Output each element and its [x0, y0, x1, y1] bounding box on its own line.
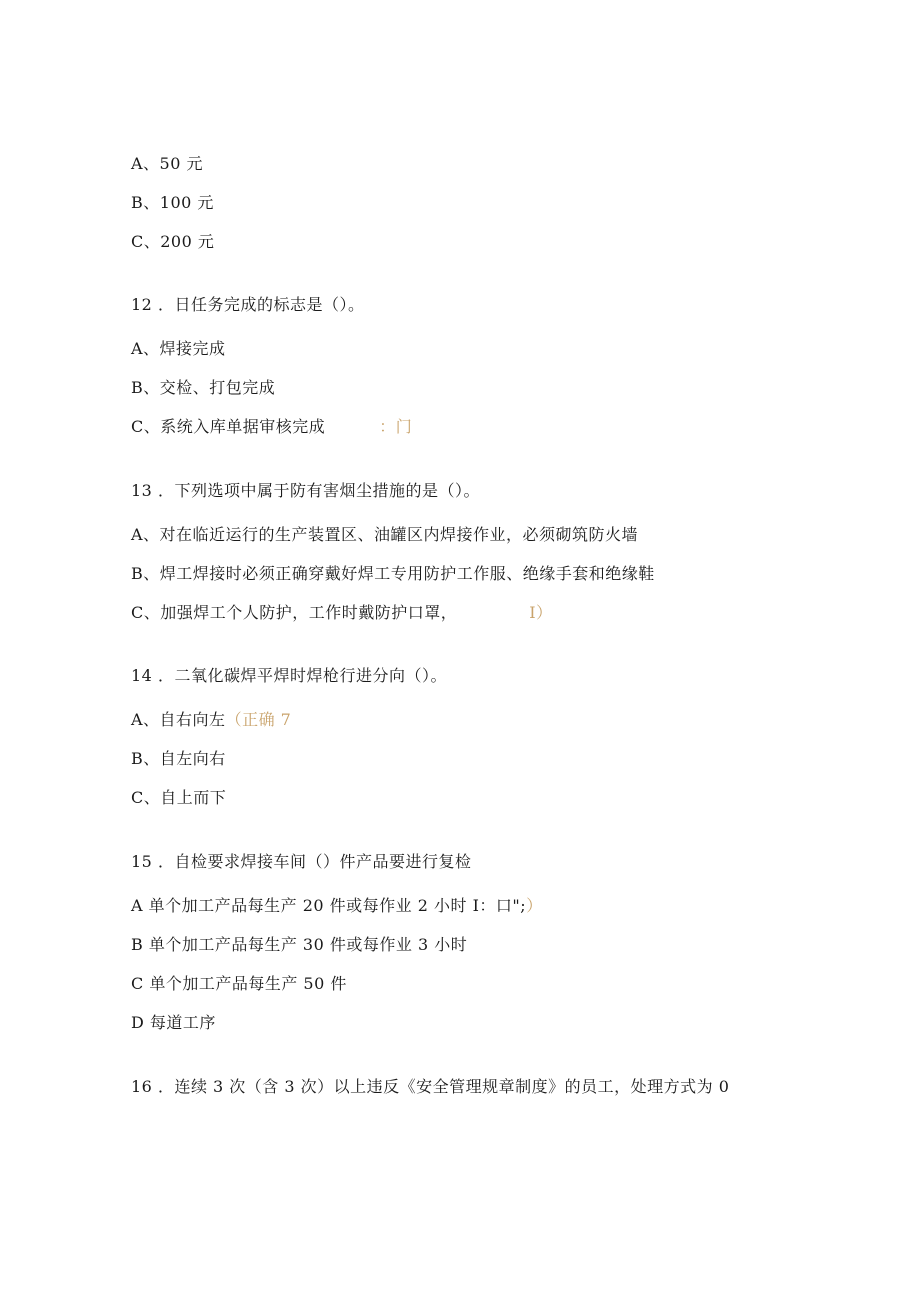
answer-mark: ） [526, 896, 543, 915]
option-text: C 单个加工产品每生产 50 件 [131, 974, 347, 993]
q15-option-b [131, 934, 467, 956]
question-16 [131, 1076, 729, 1098]
question-text: 12 ．日任务完成的标志是（）。 [131, 295, 365, 314]
q14-option-c [131, 787, 226, 809]
q13-option-c [131, 602, 553, 624]
option-text: C、自上而下 [131, 788, 227, 807]
answer-mark: （正确 7 [225, 710, 292, 729]
option-text: A 单个加工产品每生产 20 件或每作业 2 小时 I：口"; [131, 896, 527, 915]
option-text: A、焊接完成 [131, 339, 226, 358]
answer-mark: I） [529, 603, 553, 622]
option-text: A、50 元 [131, 154, 204, 173]
q12-option-c [131, 416, 412, 438]
q14-option-a [131, 709, 291, 731]
answer-mark: ：门 [379, 417, 413, 436]
question-text: 13 ．下列选项中属于防有害烟尘措施的是（）。 [131, 481, 480, 500]
option-text: B、自左向右 [131, 749, 226, 768]
option-text: C、200 元 [131, 232, 215, 251]
q15-option-c [131, 973, 347, 995]
option-text: A、自右向左 [131, 710, 226, 729]
option-text: C、加强焊工个人防护，工作时戴防护口罩， [131, 603, 458, 622]
option-text: B、焊工焊接时必须正确穿戴好焊工专用防护工作服、绝缘手套和绝缘鞋 [131, 564, 655, 583]
question-14 [131, 665, 447, 687]
q12-option-b [131, 377, 275, 399]
q15-option-a [131, 895, 543, 917]
q14-option-b [131, 748, 226, 770]
option-text: D 每道工序 [131, 1013, 216, 1032]
q13-option-b [131, 563, 655, 585]
q15-option-d [131, 1012, 216, 1034]
option-text: C、系统入库单据审核完成 [131, 417, 326, 436]
question-text: 16 ．连续 3 次（含 3 次）以上违反《安全管理规章制度》的员工，处理方式为 0 [131, 1077, 730, 1096]
q13-option-a [131, 524, 638, 546]
option-a-50-yuan [131, 153, 203, 175]
question-13 [131, 480, 480, 502]
question-text: 14 ．二氧化碳焊平焊时焊枪行进分向（）。 [131, 666, 447, 685]
option-text: B、100 元 [131, 193, 214, 212]
option-text: B 单个加工产品每生产 30 件或每作业 3 小时 [131, 935, 468, 954]
question-15 [131, 851, 471, 873]
q12-option-a [131, 338, 226, 360]
question-12 [131, 294, 364, 316]
question-text: 15 ．自检要求焊接车间（）件产品要进行复检 [131, 852, 472, 871]
option-c-200-yuan [131, 231, 214, 253]
option-text: A、对在临近运行的生产装置区、油罐区内焊接作业，必须砌筑防火墙 [131, 525, 639, 544]
option-text: B、交检、打包完成 [131, 378, 276, 397]
option-b-100-yuan [131, 192, 214, 214]
